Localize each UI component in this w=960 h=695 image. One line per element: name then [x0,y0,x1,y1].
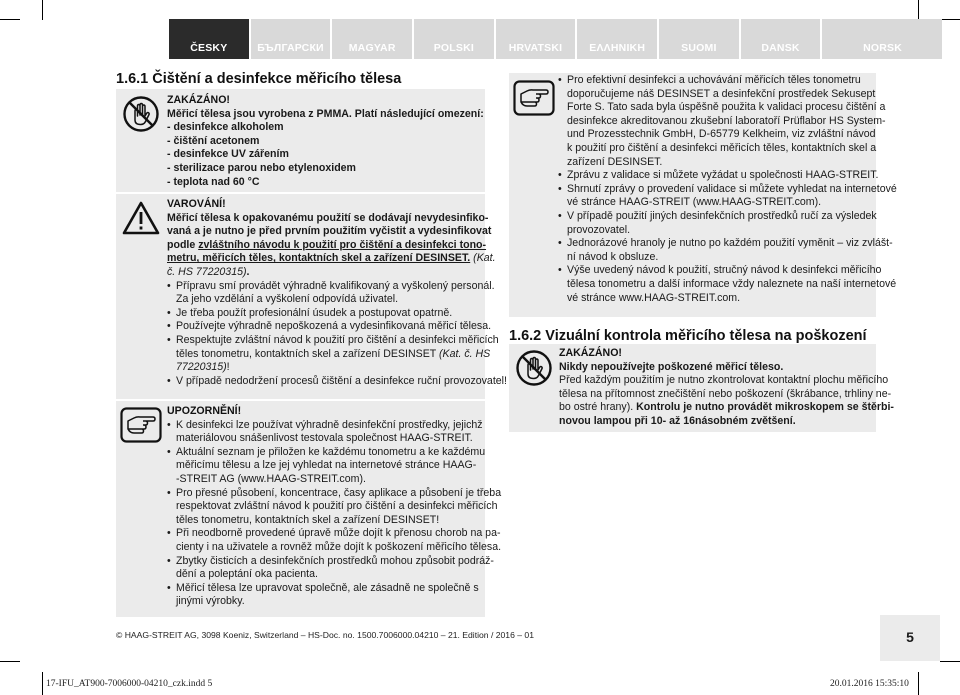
note-bullet [167,554,494,582]
prohibited-line: Měřicí tělesa jsou vyrobena z PMMA. Platí následující omezení: [167,107,484,120]
bullet-line: jinými výrobky. [176,595,245,608]
catalog-number: (Kat. [470,252,496,265]
note-bullet [167,445,486,487]
section-2-text: bo ostré hrany). [559,401,637,414]
note-pointing-hand-icon [119,405,163,445]
section-2-bold-line: Nikdy nepoužívejte poškozené měřicí těleso. [559,360,784,373]
bullet-line: -STREIT AG (www.HAAG-STREIT.com). [176,472,366,485]
prohibited-block [167,94,484,189]
bullet-line: • Při neodborně provedené úpravě může dojít k přenosu chorob na pa- [176,527,501,540]
note-bullet [167,527,502,554]
section-1-number: 1.6.1 [116,71,149,87]
bullet-line: doporučujeme náš DESINSET a desinfekční prostředek Sekusept [567,87,876,100]
warning-text-part: podle [167,238,199,251]
prohibited-hand-icon [514,348,554,388]
crop-mark [0,19,20,20]
bullet-line: desinfekce akreditovanou zkušební laboratoří Prüflabor HS System- [567,114,886,127]
warning-text: vaná a je nutno je před prvním použitím vyčistit a vydesinfikovat [167,225,492,238]
note-bullet [558,209,877,237]
prohibited-label: ZAKÁZÁNO! [167,94,230,106]
bullet-line: těles tonometru, kontaktních skel a zařízení DESINSET! [176,513,440,526]
bullet-line [176,347,491,362]
note-pointing-hand-icon [512,78,556,118]
prohibited-line: - sterilizace parou nebo etylenoxidem [167,161,356,174]
desinset-manual-reference: metru, měřicích těles, kontaktních skel a zařízení DESINSET. [167,252,471,265]
crop-mark [918,0,919,20]
catalog-number: 77220315) [176,361,227,374]
crop-mark [940,661,960,662]
page-number: 5 [880,615,940,661]
tab-suomi[interactable]: SUOMI [659,19,739,59]
crop-mark [918,672,919,695]
note-block [167,405,502,609]
crop-mark [940,19,960,20]
warning-bullet [167,320,492,334]
warning-text [167,238,487,253]
bullet-line: ní návod k obsluze. [567,250,659,263]
warning-text [167,252,496,266]
section-2-number: 1.6.2 [509,328,542,344]
bullet-text: ! [226,361,230,374]
warning-bullet [167,307,483,321]
bullet-line: • Zprávu z validace si můžete vyžádat u společnosti HAAG-STREIT. [567,169,879,182]
note-label: UPOZORNĚNÍ! [167,405,242,417]
bullet-text: těles tonometru, kontaktních skel a zařízení DESINSET [176,347,440,360]
crop-mark [0,661,20,662]
bullet-line: cienty i na uživatele a rovněž může dojít k poškození měřicího tělesa. [176,540,502,553]
section-2-bold-text: Kontrolu je nutno provádět mikroskopem se štěrbi- [636,401,894,414]
footer-copyright: © HAAG-STREIT AG, 3098 Koeniz, Switzerland – HS-Doc. no. 1500.7006000.04210 – 21. Edition / 2016 – 01 [116,630,534,640]
section-1-title: Čištění a desinfekce měřicího tělesa [152,71,402,87]
bullet-line: provozovatel. [567,223,631,236]
bullet-line: • Pro efektivní desinfekci a uchovávání měřicích těles tonometru [567,74,861,86]
bullet-line: und Prozesstechnik GmbH, D-65779 Kelkheim, viz zvláštní návod [567,128,876,141]
warning-triangle-icon [121,198,161,238]
bullet-line: • V případě použití jiných desinfekčních prostředků ručí za výsledek [567,209,877,222]
section-2-line [559,401,894,415]
bullet-line: • Přípravu smí provádět výhradně kvalifikovaný a vyškolený personál. [176,279,495,292]
prohibited-hand-icon [121,94,161,134]
bullet-line: • Respektujte zvláštní návod k použití pro čištění a desinfekci měřicích [176,333,499,346]
note-bullet [558,169,879,183]
bullet-line: respektovat zvláštní návod k použití pro čištění a desinfekci měřicích [176,500,498,513]
warning-bullet [167,333,499,375]
tab-cesky[interactable]: ČESKY [169,19,249,59]
note-bullet [167,582,483,609]
right-note-block [558,74,897,305]
warning-label: VAROVÁNÍ! [167,198,226,210]
panel-divider [116,399,485,401]
bullet-line: zařízení DESINSET. [567,155,663,168]
warning-text [167,266,483,280]
bullet-line: materiálovou snášenlivost testovala společnost HAAG-STREIT. [176,432,473,445]
note-bullet [167,419,483,446]
tab-dansk[interactable]: DANSK [741,19,821,59]
note-bullet [558,182,897,210]
tab-polski[interactable]: POLSKI [414,19,494,59]
bullet-line: • Jednorázové hranoly je nutno po každém použití vyměnit – viz zvlášt- [567,237,893,250]
bullet-line: • Měřicí tělesa lze upravovat společně, ale zásadně ne společně s [176,581,479,594]
warning-text-part: . [246,265,250,278]
warning-bullet [167,279,495,307]
bullet-line [176,361,483,375]
note-bullet [167,486,502,528]
bullet-line: tělesa tonometru a další informace vždy naleznete na naší internetové [567,277,897,290]
warning-block [167,198,507,388]
prohibited-line: - teplota nad 60 °C [167,175,260,188]
bullet-line: dění a poleptání oka pacienta. [176,568,318,581]
warning-text: Měřicí tělesa k opakovanému použití se dodávají nevydesinfiko- [167,211,489,224]
section-2-title: Vizuální kontrola měřicího tělesa na poškození [545,328,867,344]
tab-magyar[interactable]: MAGYAR [332,19,412,59]
bullet-line: Za jeho vzdělání a vyškolení odpovídá uživatel. [176,293,399,306]
bullet-line: vé stránce HAAG-STREIT (www.HAAG-STREIT.com). [567,196,822,209]
prohibited-line: - čištění acetonem [167,134,260,147]
tab-greek[interactable]: ΕΛΛΗΝΙΚΗ [577,19,657,59]
bullet-line: Forte S. Tato sada byla úspěšně použita k validaci procesu čištění a [567,101,886,114]
bullet-line: • Shrnutí zprávy o provedení validace si můžete vyhledat na internetové [567,182,897,195]
section-1-heading [116,71,401,88]
catalog-number: č. HS 77220315) [167,265,247,278]
prohibited-label: ZAKÁZÁNO! [559,347,622,359]
bullet-line: k použití pro čištění a desinfekci měřicích těles, kontaktních skel a [567,141,877,154]
warning-bullet [167,374,507,389]
prohibited-line: - desinfekce UV zářením [167,148,289,161]
print-slug-filename: 17-IFU_AT900-7006000-04210_czk.indd 5 [46,679,213,689]
bullet-line: měřicímu tělesu a lze jej vyhledat na internetové stránce HAAG- [176,459,477,472]
desinset-manual-reference: zvláštního návodu k použití pro čištění a desinfekci tono- [198,238,487,251]
note-bullet [558,237,893,264]
section-2-block [559,347,894,429]
section-2-line: tělesa na přítomnost znečištění nebo poškození (škrábance, trhliny ne- [559,387,892,400]
language-tabs [169,19,942,59]
section-2-line: Před každým použitím je nutno zkontrolovat kontaktní plochu měřicího [559,374,889,387]
bullet-line: • Používejte výhradně nepoškozená a vydesinfikovaná měřicí tělesa. [176,320,492,333]
bullet-line: • Výše uvedený návod k použití, stručný návod k desinfekci měřicího [567,264,882,277]
panel-divider [116,192,485,194]
note-bullet [558,74,886,169]
bullet-line: • Pro přesné působení, koncentrace, časy aplikace a působení je třeba [176,486,502,499]
bullet-line: • Aktuální seznam je přiložen ke každému tonometru a ke každému [176,445,486,458]
bullet-line: • Zbytky čisticích a desinfekčních prostředků mohou způsobit podráž- [176,554,494,567]
tab-norsk[interactable]: NORSK [822,19,942,59]
print-slug-timestamp: 20.01.2016 15:35:10 [830,679,909,689]
section-2-heading [509,328,867,345]
crop-mark [42,0,43,20]
section-2-bold-line: novou lampou při 10- až 16násobném zvětšení. [559,414,796,427]
bullet-line: • Je třeba použít profesionální úsudek a postupovat opatrně. [176,306,453,319]
prohibited-line: - desinfekce alkoholem [167,121,284,134]
note-bullet [558,264,897,305]
crop-mark [42,672,43,695]
bullet-line: • V případě nedodržení procesů čištění a desinfekce ruční provozovatel! [176,374,507,387]
tab-hrvatski[interactable]: HRVATSKI [496,19,576,59]
catalog-number: (Kat. č. HS [439,347,491,360]
tab-bulgarian[interactable]: БЪЛГАРСКИ [251,19,331,59]
bullet-line: • K desinfekci lze používat výhradně desinfekční prostředky, jejichž [176,418,483,431]
bullet-line: vé stránce www.HAAG-STREIT.com. [567,291,741,304]
